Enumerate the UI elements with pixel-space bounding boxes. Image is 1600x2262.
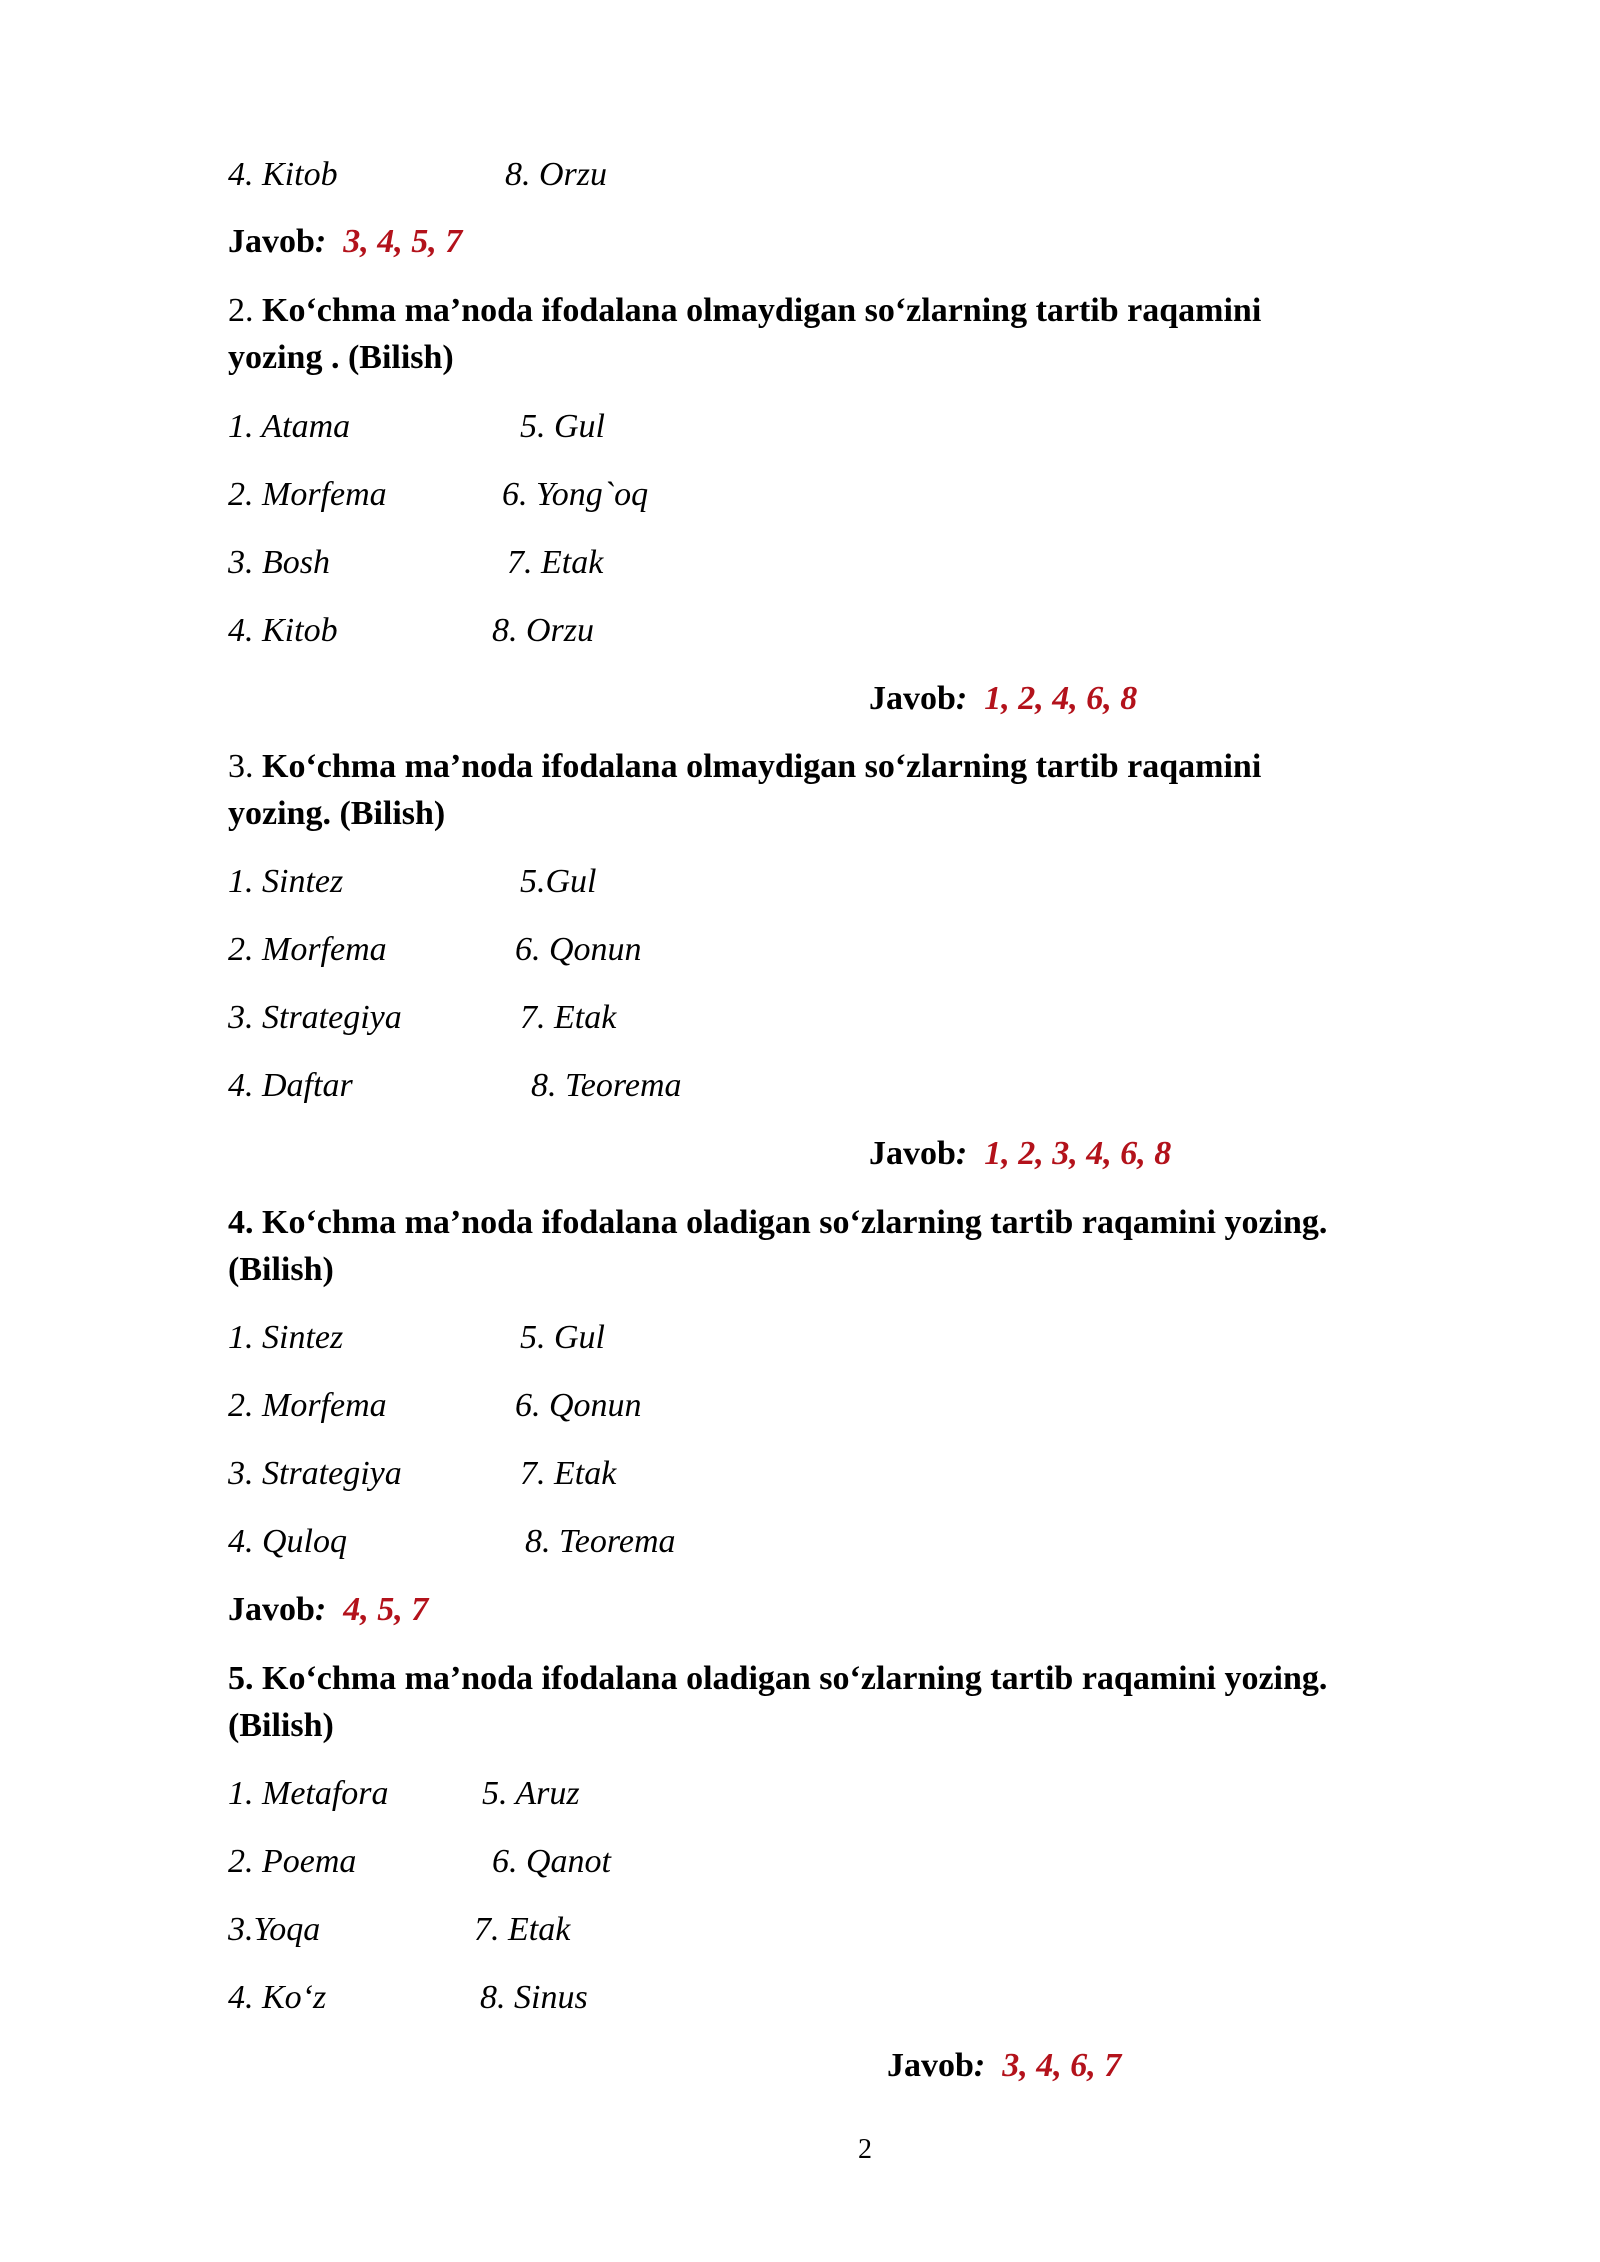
- answer-values: 3, 4, 6, 7: [1002, 2047, 1122, 2084]
- q2-item-3: 3. Bosh: [228, 544, 330, 581]
- q4-item-4: 4. Quloq: [228, 1523, 347, 1560]
- q3-number: 3.: [228, 748, 262, 785]
- q5-item-6: 6. Qanot: [492, 1843, 611, 1880]
- q5-title-line2: (Bilish): [228, 1707, 334, 1744]
- q4-item-5: 5. Gul: [520, 1319, 605, 1356]
- q3-text: Ko‘chma ma’noda ifodalana olmaydigan so‘zlarning tartib raqamini: [262, 748, 1262, 785]
- q3-item-5: 5.Gul: [520, 863, 597, 900]
- answer-values: 1, 2, 4, 6, 8: [984, 680, 1138, 717]
- q4-item-8: 8. Teorema: [525, 1523, 676, 1560]
- answer-values: 4, 5, 7: [343, 1591, 429, 1628]
- answer-colon: :: [314, 223, 327, 260]
- q2-item-4: 4. Kitob: [228, 612, 338, 649]
- q4-title-line2: (Bilish): [228, 1251, 334, 1288]
- answer-label: Javob: [228, 1591, 315, 1628]
- q4-answer: [228, 1590, 428, 1630]
- answer-label: Javob: [869, 680, 956, 717]
- q2-item-2: 2. Morfema: [228, 476, 387, 513]
- q3-item-7: 7. Etak: [520, 999, 617, 1036]
- answer-colon: :: [955, 680, 968, 717]
- q2-title-line1: [228, 288, 1261, 334]
- q3-item-8: 8. Teorema: [531, 1067, 682, 1104]
- answer-colon: :: [314, 1591, 327, 1628]
- q5-item-4: 4. Ko‘z: [228, 1979, 327, 2016]
- q5-answer: [887, 2046, 1121, 2086]
- q2-title-line2: yozing . (Bilish): [228, 339, 454, 376]
- q2-number: 2.: [228, 292, 262, 329]
- q4-item-1: 1. Sintez: [228, 1319, 344, 1356]
- q3-item-4: 4. Daftar: [228, 1067, 353, 1104]
- q4-item-7: 7. Etak: [520, 1455, 617, 1492]
- answer-label: Javob: [887, 2047, 974, 2084]
- q3-answer: [869, 1134, 1171, 1174]
- q2-item-5: 5. Gul: [520, 408, 605, 445]
- answer-values: 1, 2, 3, 4, 6, 8: [984, 1135, 1172, 1172]
- q1-item-4: 4. Kitob: [228, 156, 338, 193]
- q1-answer: [228, 222, 462, 262]
- q3-title-line2: yozing. (Bilish): [228, 795, 446, 832]
- q5-item-1: 1. Metafora: [228, 1775, 389, 1812]
- q4-item-3: 3. Strategiya: [228, 1455, 402, 1492]
- answer-label: Javob: [228, 223, 315, 260]
- answer-label: Javob: [869, 1135, 956, 1172]
- q1-item-8: 8. Orzu: [505, 156, 608, 193]
- q5-item-5: 5. Aruz: [482, 1775, 580, 1812]
- q2-item-7: 7. Etak: [507, 544, 604, 581]
- q2-answer: [869, 679, 1137, 719]
- q3-item-3: 3. Strategiya: [228, 999, 402, 1036]
- q3-item-6: 6. Qonun: [515, 931, 642, 968]
- answer-colon: :: [973, 2047, 986, 2084]
- q5-item-7: 7. Etak: [474, 1911, 571, 1948]
- q2-text: Ko‘chma ma’noda ifodalana olmaydigan so‘zlarning tartib raqamini: [262, 292, 1262, 329]
- q3-item-1: 1. Sintez: [228, 863, 344, 900]
- q5-item-2: 2. Poema: [228, 1843, 357, 1880]
- q5-item-3: 3.Yoqa: [228, 1911, 321, 1948]
- q2-item-8: 8. Orzu: [492, 612, 595, 649]
- q2-item-1: 1. Atama: [228, 408, 351, 445]
- q4-item-2: 2. Morfema: [228, 1387, 387, 1424]
- q5-item-8: 8. Sinus: [480, 1979, 588, 2016]
- q2-item-6: 6. Yong`oq: [502, 476, 649, 513]
- q4-title-line1: 4. Ko‘chma ma’noda ifodalana oladigan so‘zlarning tartib raqamini yozing.: [228, 1204, 1328, 1241]
- q3-title-line1: [228, 744, 1261, 790]
- q3-item-2: 2. Morfema: [228, 931, 387, 968]
- q4-item-6: 6. Qonun: [515, 1387, 642, 1424]
- answer-colon: :: [955, 1135, 968, 1172]
- page-number: 2: [858, 2134, 872, 2165]
- answer-values: 3, 4, 5, 7: [343, 223, 463, 260]
- q5-title-line1: 5. Ko‘chma ma’noda ifodalana oladigan so‘zlarning tartib raqamini yozing.: [228, 1660, 1328, 1697]
